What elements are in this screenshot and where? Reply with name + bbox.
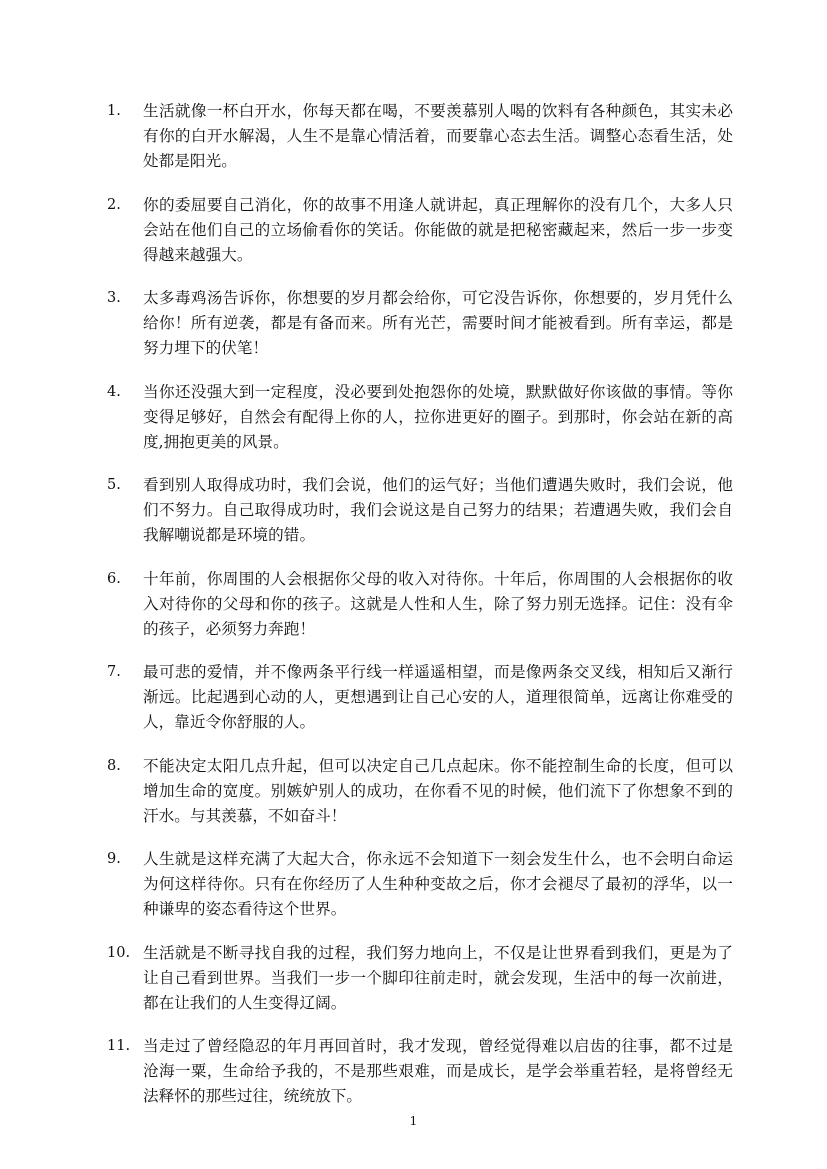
item-text: 不能决定太阳几点升起，但可以决定自己几点起床。你不能控制生命的长度，但可以增加生命的宽度。别嫉妒别人的成功，在你看不见的时候，他们流下了你想象不到的汗水。与其羡慕，不如奋斗！ xyxy=(143,756,733,825)
item-number: 8. xyxy=(107,757,121,774)
list-item xyxy=(107,380,747,455)
list-item xyxy=(107,660,747,735)
list-item xyxy=(107,286,747,361)
item-text: 最可悲的爱情，并不像两条平行线一样遥遥相望，而是像两条交叉线，相知后又渐行渐远。比起遇到心动的人，更想遇到让自己心安的人，道理很简单，远离让你难受的人，靠近令你舒服的人。 xyxy=(143,663,733,731)
item-text: 生活就是不断寻找自我的过程，我们努力地向上，不仅是让世界看到我们，更是为了让自己看到世界。当我们一步一个脚印往前走时，就会发现，生活中的每一次前进，都在让我们的人生变得辽阔。 xyxy=(143,943,733,1012)
item-number: 6. xyxy=(107,570,121,587)
item-number: 1. xyxy=(107,103,121,119)
item-text: 太多毒鸡汤告诉你，你想要的岁月都会给你，可它没告诉你，你想要的，岁月凭什么给你！所有逆袭，都是有备而来。所有光芒，需要时间才能被看到。所有幸运，都是努力埋下的伏笔！ xyxy=(143,289,733,357)
item-text: 你的委屈要自己消化，你的故事不用逢人就讲起，真正理解你的没有几个，大多人只会站在他们自己的立场偷看你的笑话。你能做的就是把秘密藏起来，然后一步一步变得越来越强大。 xyxy=(143,195,733,264)
item-number: 11. xyxy=(107,1038,131,1054)
item-number: 9. xyxy=(107,851,121,867)
item-number: 3. xyxy=(107,290,121,306)
list-item xyxy=(107,99,747,174)
list-item xyxy=(107,847,747,922)
item-text: 十年前，你周围的人会根据你父母的收入对待你。十年后，你周围的人会根据你的收入对待你的父母和你的孩子。这就是人性和人生，除了努力别无选择。记住：没有伞的孩子，必须努力奔跑！ xyxy=(143,569,733,638)
quote-list xyxy=(107,99,747,1128)
item-number: 5. xyxy=(107,477,121,493)
item-number: 7. xyxy=(107,664,121,680)
list-item xyxy=(107,473,747,548)
item-text: 当你还没强大到一定程度，没必要到处抱怨你的处境，默默做好你该做的事情。等你变得足够好，自然会有配得上你的人，拉你进更好的圈子。到那时，你会站在新的高度,拥抱更美的风景。 xyxy=(143,382,733,451)
item-number: 2. xyxy=(107,196,121,213)
item-text: 人生就是这样充满了大起大合，你永远不会知道下一刻会发生什么，也不会明白命运为何这样待你。只有在你经历了人生种种变故之后，你才会褪尽了最初的浮华，以一种谦卑的姿态看待这个世界。 xyxy=(143,850,733,918)
page-number: 1 xyxy=(409,1114,418,1128)
item-text: 看到别人取得成功时，我们会说，他们的运气好；当他们遭遇失败时，我们会说，他们不努力。自己取得成功时，我们会说这是自己努力的结果；若遭遇失败，我们会自我解嘲说都是环境的错。 xyxy=(143,476,733,544)
list-item xyxy=(107,567,747,642)
item-text: 生活就像一杯白开水，你每天都在喝，不要羡慕别人喝的饮料有各种颜色，其实未必有你的白开水解渴，人生不是靠心情活着，而要靠心态去生活。调整心态看生活，处处都是阳光。 xyxy=(143,102,733,170)
list-item xyxy=(107,1034,747,1109)
item-number: 4. xyxy=(107,383,121,400)
list-item xyxy=(107,941,747,1016)
item-text: 当走过了曾经隐忍的年月再回首时，我才发现，曾经觉得难以启齿的往事，都不过是沧海一粟，生命给予我的，不是那些艰难，而是成长，是学会举重若轻，是将曾经无法释怀的那些过往，统统放下。 xyxy=(143,1037,733,1105)
list-item xyxy=(107,193,747,268)
item-number: 10. xyxy=(107,944,131,961)
list-item xyxy=(107,754,747,829)
